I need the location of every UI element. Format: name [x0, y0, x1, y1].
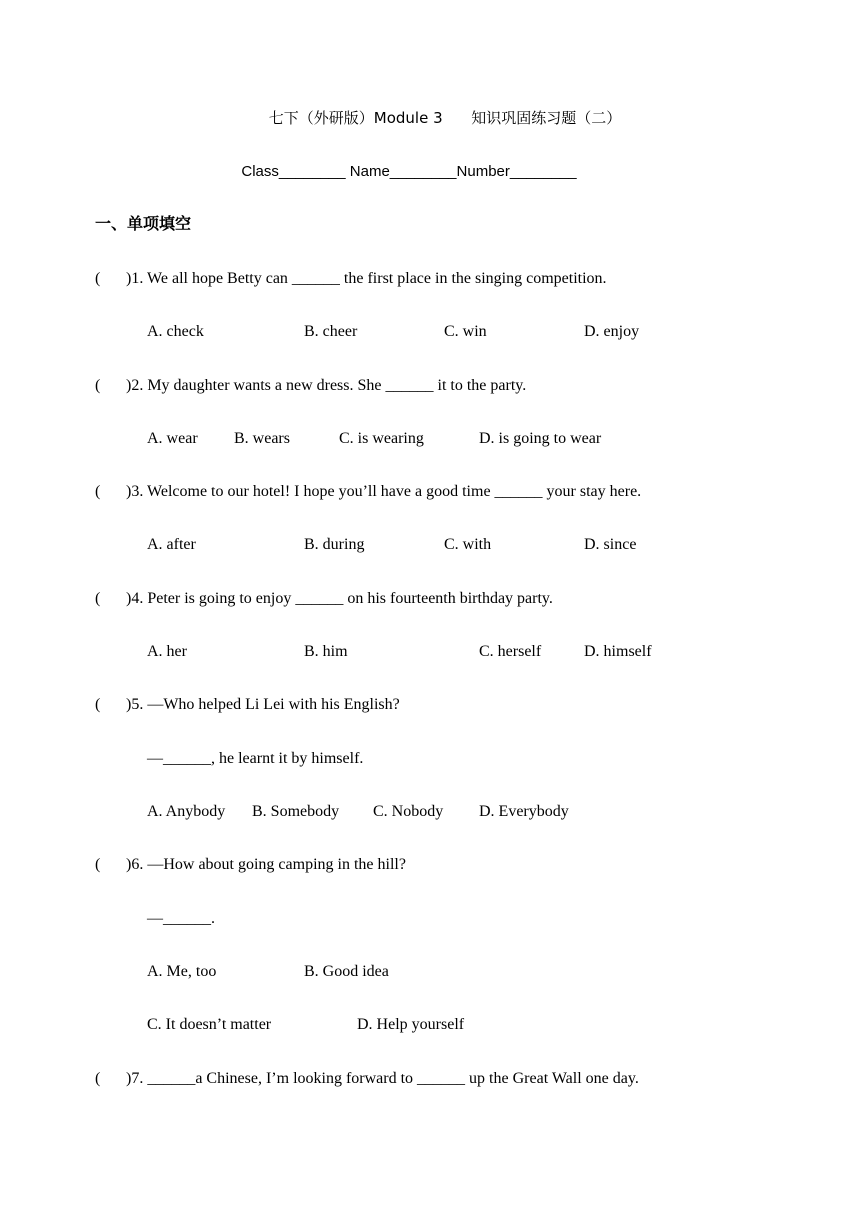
option-a: A. Anybody: [147, 803, 226, 820]
option-c: C. herself: [479, 643, 542, 660]
option-d: D. Everybody: [479, 803, 569, 820]
option-d: D. is going to wear: [479, 430, 602, 447]
option-c: C. with: [444, 536, 492, 553]
option-d: D. Help yourself: [357, 1016, 465, 1033]
option-b: B. during: [304, 536, 365, 553]
dialogue-reply: —______.: [147, 910, 215, 927]
option-b: B. wears: [234, 430, 290, 447]
option-b: B. Good idea: [304, 963, 389, 980]
answer-paren: (: [95, 270, 101, 287]
question-stem: )1. We all hope Betty can ______ the first place in the singing competition.: [126, 270, 607, 287]
answer-paren: (: [95, 483, 101, 500]
worksheet-title: 七下（外研版）Module 3 知识巩固练习题（二）: [268, 109, 622, 127]
answer-paren: (: [95, 696, 101, 713]
option-d: D. himself: [584, 643, 652, 660]
option-a: A. wear: [147, 430, 198, 447]
option-c: C. win: [444, 323, 487, 340]
question-stem: )4. Peter is going to enjoy ______ on his fourteenth birthday party.: [126, 590, 553, 607]
answer-paren: (: [95, 856, 101, 873]
answer-paren: (: [95, 377, 101, 394]
option-a: A. after: [147, 536, 196, 553]
answer-paren: (: [95, 1070, 101, 1087]
option-b: B. cheer: [304, 323, 358, 340]
question-stem: )5. —Who helped Li Lei with his English?: [126, 696, 400, 713]
question-stem: )7. ______a Chinese, I’m looking forward to ______ up the Great Wall one day.: [126, 1070, 639, 1087]
section-heading: 一、单项填空: [95, 214, 192, 233]
option-c: C. is wearing: [339, 430, 424, 447]
question-stem: )2. My daughter wants a new dress. She ______ it to the party.: [126, 377, 527, 394]
dialogue-reply: —______, he learnt it by himself.: [147, 750, 364, 767]
option-d: D. since: [584, 536, 637, 553]
option-a: A. check: [147, 323, 204, 340]
option-b: B. Somebody: [252, 803, 340, 820]
option-d: D. enjoy: [584, 323, 640, 340]
option-c: C. It doesn’t matter: [147, 1016, 272, 1033]
option-a: A. Me, too: [147, 963, 217, 980]
option-a: A. her: [147, 643, 187, 660]
option-c: C. Nobody: [373, 803, 444, 820]
answer-paren: (: [95, 590, 101, 607]
option-b: B. him: [304, 643, 348, 660]
student-info-line: Class________ Name________Number________: [241, 163, 577, 180]
question-stem: )3. Welcome to our hotel! I hope you’ll have a good time ______ your stay here.: [126, 483, 642, 500]
question-stem: )6. —How about going camping in the hill?: [126, 856, 406, 873]
